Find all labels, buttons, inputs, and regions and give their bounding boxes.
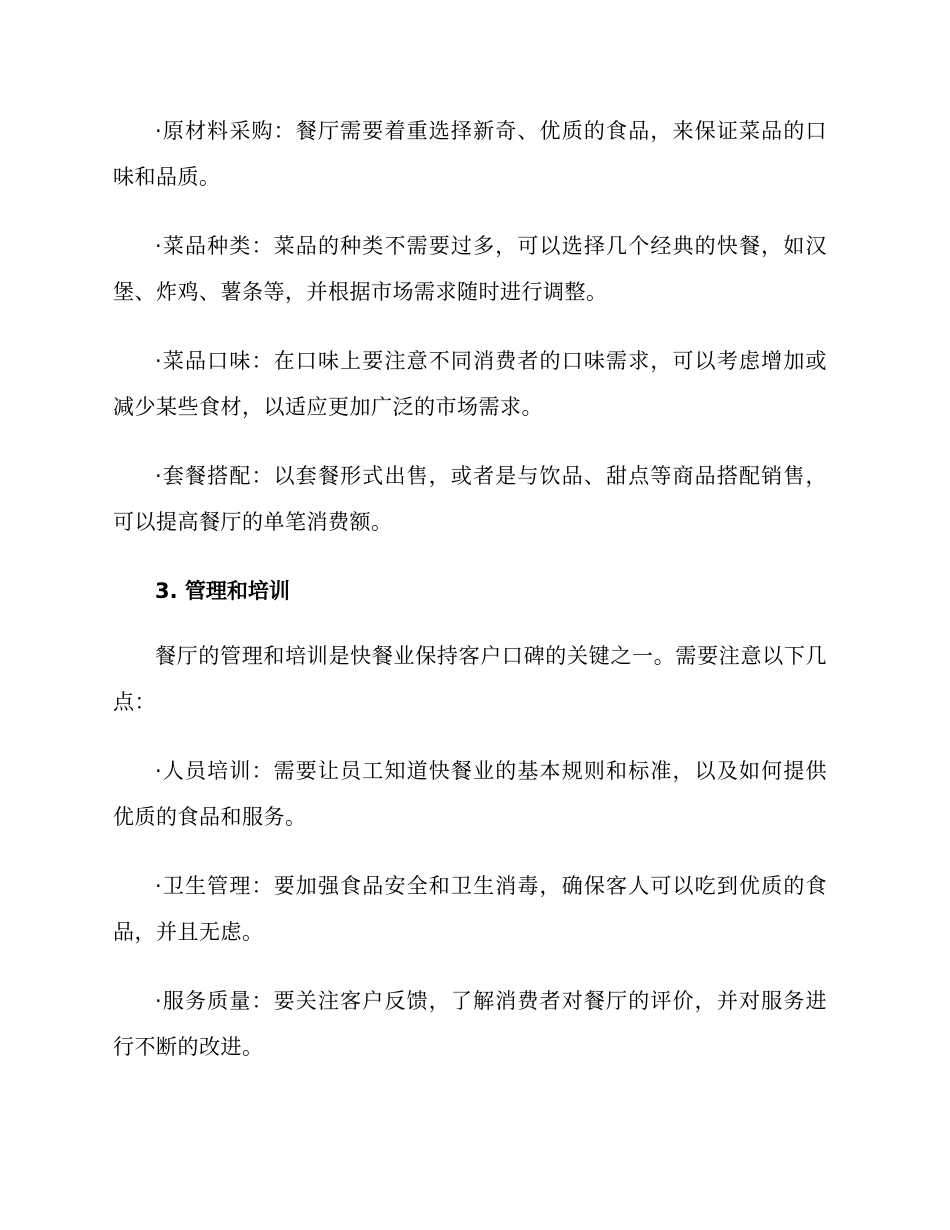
bullet-paragraph-combo-meals: ·套餐搭配：以套餐形式出售，或者是与饮品、甜点等商品搭配销售，可以提高餐厅的单笔消费额。 [113,464,827,534]
bullet-paragraph-ingredient-purchasing: ·原材料采购：餐厅需要着重选择新奇、优质的食品，来保证菜品的口味和品质。 [113,119,827,189]
section-intro-paragraph: 餐厅的管理和培训是快餐业保持客户口碑的关键之一。需要注意以下几点： [113,644,827,714]
bullet-paragraph-hygiene-management: ·卫生管理：要加强食品安全和卫生消毒，确保客人可以吃到优质的食品，并且无虑。 [113,874,827,944]
section-heading-management-training: 3. 管理和培训 [155,579,290,603]
bullet-paragraph-menu-variety: ·菜品种类：菜品的种类不需要过多，可以选择几个经典的快餐，如汉堡、炸鸡、薯条等，并根据市场需求随时进行调整。 [113,234,827,304]
document-page [113,108,827,1093]
bullet-paragraph-staff-training: ·人员培训：需要让员工知道快餐业的基本规则和标准，以及如何提供优质的食品和服务。 [113,759,827,829]
bullet-paragraph-service-quality: ·服务质量：要关注客户反馈，了解消费者对餐厅的评价，并对服务进行不断的改进。 [113,989,827,1059]
bullet-paragraph-menu-taste: ·菜品口味：在口味上要注意不同消费者的口味需求，可以考虑增加或减少某些食材，以适应更加广泛的市场需求。 [113,349,827,419]
